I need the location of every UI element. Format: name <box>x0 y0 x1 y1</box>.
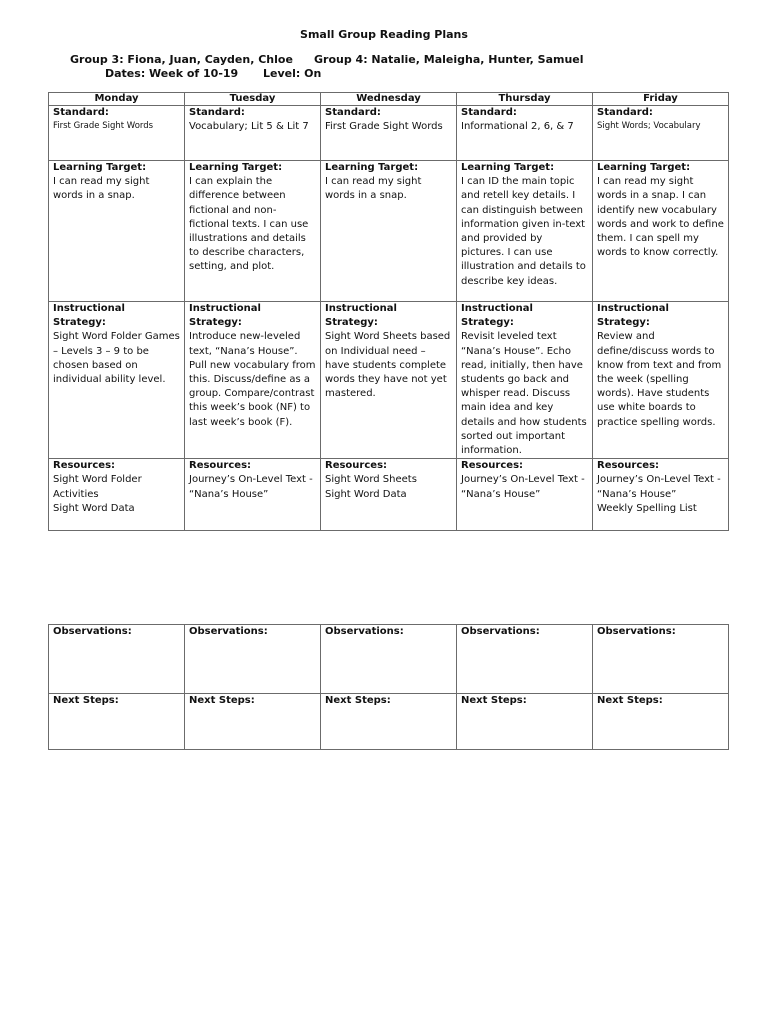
resources-cell-tuesday <box>185 459 321 531</box>
observations-cell-monday <box>49 625 185 694</box>
strategy-label: Instructional Strategy: <box>325 303 397 329</box>
strategy-cell-wednesday <box>321 302 457 459</box>
resources-label: Resources: <box>325 460 388 472</box>
target-value: I can read my sight words in a snap. <box>325 176 422 202</box>
day-header-monday: Monday <box>49 93 185 106</box>
resource-item: Journey’s On-Level Text - “Nana’s House” <box>597 474 721 500</box>
day-header-tuesday: Tuesday <box>185 93 321 106</box>
resources-cell-monday <box>49 459 185 531</box>
standard-cell-tuesday <box>185 106 321 161</box>
standard-cell-thursday <box>457 106 593 161</box>
reading-plan-table <box>48 92 729 531</box>
target-value: I can ID the main topic and retell key details. I can distinguish between information given in-text and provided by pictures. I can use illustration and details to describe key ideas. <box>461 176 586 287</box>
next-steps-label: Next Steps: <box>461 695 527 706</box>
standard-label: Standard: <box>53 107 109 118</box>
day-header-friday: Friday <box>593 93 729 106</box>
target-value: I can explain the difference between fictional and non-fictional texts. I can use illustrations and details to describe characters, setting, and plot. <box>189 176 309 273</box>
strategy-cell-thursday <box>457 302 593 459</box>
target-value: I can read my sight words in a snap. <box>53 176 150 202</box>
resources-row <box>49 459 729 531</box>
next-steps-cell-wednesday <box>321 694 457 750</box>
day-header-wednesday: Wednesday <box>321 93 457 106</box>
observations-table <box>48 624 729 750</box>
standard-label: Standard: <box>325 107 381 118</box>
target-label: Learning Target: <box>597 162 691 173</box>
strategy-value: Review and define/discuss words to know from text and from the week (spelling words). Have students use white boards to practice spelling words. <box>597 331 722 428</box>
observations-label: Observations: <box>597 626 676 637</box>
standard-row <box>49 106 729 161</box>
observations-cell-tuesday <box>185 625 321 694</box>
observations-label: Observations: <box>189 626 268 637</box>
standard-label: Standard: <box>597 107 653 118</box>
observations-label: Observations: <box>461 626 540 637</box>
resources-label: Resources: <box>53 460 116 472</box>
resource-item: Sight Word Data <box>325 488 407 500</box>
strategy-label: Instructional Strategy: <box>461 303 533 329</box>
resource-item: Journey’s On-Level Text - “Nana’s House” <box>461 474 585 500</box>
resource-item: Sight Word Sheets <box>325 474 417 486</box>
day-header-row <box>49 93 729 106</box>
observations-row <box>49 625 729 694</box>
observations-cell-thursday <box>457 625 593 694</box>
dates-text: Dates: Week of 10-19 <box>105 67 239 80</box>
resources-label: Resources: <box>461 460 524 472</box>
dates-line <box>105 67 322 80</box>
standard-value: Sight Words; Vocabulary <box>597 121 701 132</box>
level-text: Level: On <box>263 67 322 80</box>
target-label: Learning Target: <box>325 162 419 173</box>
strategy-value: Sight Word Folder Games – Levels 3 – 9 to be chosen based on individual ability level. <box>53 331 180 386</box>
standard-value: Informational 2, 6, & 7 <box>461 121 574 133</box>
next-steps-label: Next Steps: <box>597 695 663 706</box>
standard-cell-friday <box>593 106 729 161</box>
target-cell-monday <box>49 161 185 302</box>
target-cell-wednesday <box>321 161 457 302</box>
day-header-thursday: Thursday <box>457 93 593 106</box>
page-title: Small Group Reading Plans <box>300 28 468 41</box>
strategy-label: Instructional Strategy: <box>53 303 125 329</box>
standard-label: Standard: <box>189 107 245 118</box>
resource-item: Journey’s On-Level Text - “Nana’s House” <box>189 474 313 500</box>
strategy-value: Introduce new-leveled text, “Nana’s House”. Pull new vocabulary from this. Discuss/define as a group. Compare/contrast this week’s book (NF) to last week’s book (F). <box>189 331 316 428</box>
next-steps-label: Next Steps: <box>53 695 119 706</box>
target-cell-friday <box>593 161 729 302</box>
group-line <box>70 53 584 66</box>
standard-label: Standard: <box>461 107 517 118</box>
target-value: I can read my sight words in a snap. I can identify new vocabulary words and work to define them. I can spell my words to know correctly. <box>597 176 724 259</box>
observations-cell-wednesday <box>321 625 457 694</box>
resources-cell-thursday <box>457 459 593 531</box>
observations-label: Observations: <box>53 626 132 637</box>
target-label: Learning Target: <box>53 162 147 173</box>
resource-item: Sight Word Folder Activities <box>53 474 142 500</box>
standard-value: First Grade Sight Words <box>325 121 443 133</box>
strategy-cell-monday <box>49 302 185 459</box>
standard-cell-monday <box>49 106 185 161</box>
observations-label: Observations: <box>325 626 404 637</box>
group-3-members: Group 3: Fiona, Juan, Cayden, Chloe <box>70 53 293 66</box>
target-cell-tuesday <box>185 161 321 302</box>
standard-value: Vocabulary; Lit 5 & Lit 7 <box>189 121 309 133</box>
strategy-cell-friday <box>593 302 729 459</box>
strategy-value: Sight Word Sheets based on Individual need – have students complete words they have not yet mastered. <box>325 331 451 400</box>
standard-value: First Grade Sight Words <box>53 121 154 132</box>
next-steps-row <box>49 694 729 750</box>
next-steps-cell-thursday <box>457 694 593 750</box>
strategy-label: Instructional Strategy: <box>189 303 261 329</box>
next-steps-cell-monday <box>49 694 185 750</box>
resource-item: Weekly Spelling List <box>597 502 697 514</box>
learning-target-row <box>49 161 729 302</box>
target-label: Learning Target: <box>461 162 555 173</box>
next-steps-cell-friday <box>593 694 729 750</box>
strategy-label: Instructional Strategy: <box>597 303 669 329</box>
resources-label: Resources: <box>189 460 252 472</box>
resources-cell-wednesday <box>321 459 457 531</box>
resources-label: Resources: <box>597 460 660 472</box>
standard-cell-wednesday <box>321 106 457 161</box>
group-4-members: Group 4: Natalie, Maleigha, Hunter, Samuel <box>314 53 584 66</box>
strategy-cell-tuesday <box>185 302 321 459</box>
observations-cell-friday <box>593 625 729 694</box>
next-steps-cell-tuesday <box>185 694 321 750</box>
resources-cell-friday <box>593 459 729 531</box>
target-cell-thursday <box>457 161 593 302</box>
resource-item: Sight Word Data <box>53 502 135 514</box>
strategy-value: Revisit leveled text “Nana’s House”. Echo read, initially, then have students go back and whisper read. Discuss main idea and key details and how students sorted out important information. <box>461 331 587 457</box>
strategy-row <box>49 302 729 459</box>
next-steps-label: Next Steps: <box>325 695 391 706</box>
next-steps-label: Next Steps: <box>189 695 255 706</box>
target-label: Learning Target: <box>189 162 283 173</box>
